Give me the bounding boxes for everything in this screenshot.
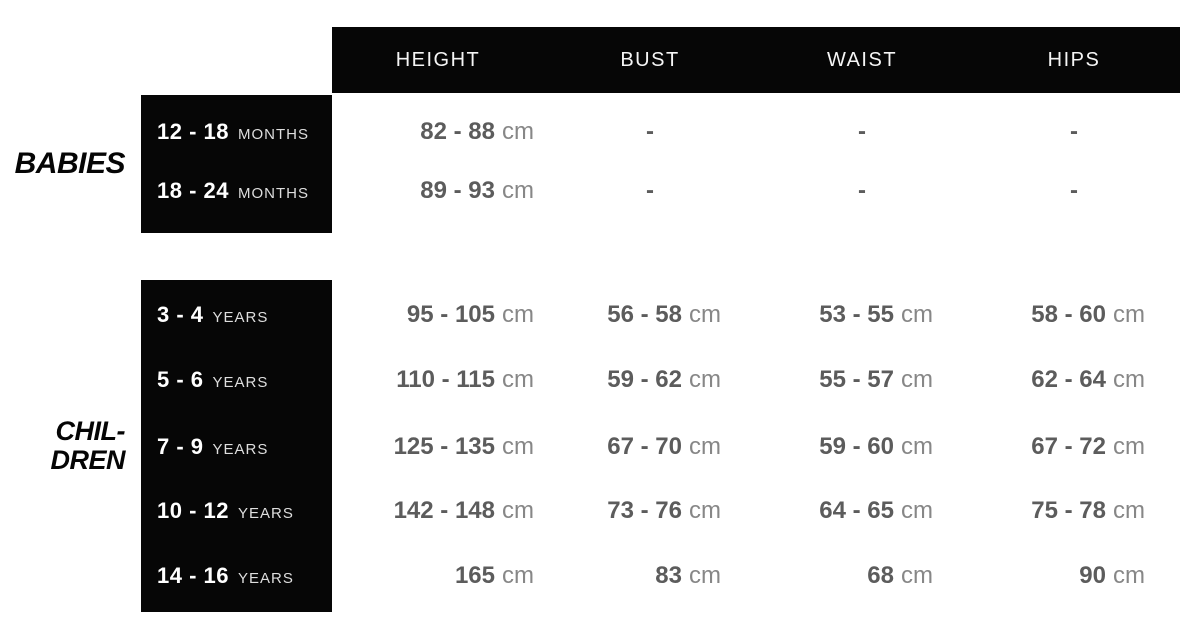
age-unit: YEARS: [238, 570, 294, 587]
value-cell-height: [332, 562, 544, 590]
measurement-unit: cm: [502, 562, 534, 589]
measurement-unit: cm: [901, 433, 933, 460]
measurement-unit: cm: [689, 497, 721, 524]
table-row-babies-12-18: [141, 102, 1180, 162]
group-label-children: [0, 280, 141, 612]
age-unit: YEARS: [212, 441, 269, 458]
measurement-unit: cm: [502, 118, 534, 145]
value-cell-waist: [756, 366, 968, 394]
value-cell-bust: [544, 301, 756, 329]
column-header-waist: WAIST: [826, 48, 898, 71]
group-label-babies: [0, 95, 141, 233]
value-cell-bust: [544, 433, 756, 461]
measurement-unit: cm: [502, 177, 534, 204]
measurement-value: 59 - 60: [819, 433, 894, 460]
value-cell-height: [332, 177, 544, 205]
measurement-value: 56 - 58: [607, 301, 682, 328]
measurement-value: 95 - 105: [406, 301, 495, 328]
measurement-unit: cm: [901, 366, 933, 393]
measurement-value: 125 - 135: [393, 433, 495, 460]
value-cell-waist: [756, 562, 968, 590]
measurement-value: 67 - 72: [1031, 433, 1106, 460]
measurement-unit: cm: [1113, 301, 1145, 328]
measurement-value: -: [1070, 177, 1078, 204]
measurement-unit: cm: [901, 562, 933, 589]
measurement-unit: cm: [1113, 497, 1145, 524]
value-cell-hips: [968, 301, 1180, 329]
column-header-bust: BUST: [620, 48, 680, 71]
value-cell-bust: [544, 366, 756, 394]
age-cell: [141, 119, 332, 145]
measurement-value: 142 - 148: [393, 497, 495, 524]
table-row-children-7-9: [141, 417, 1180, 477]
value-cell-hips: [968, 562, 1180, 590]
measurement-value: 64 - 65: [819, 497, 894, 524]
value-cell-bust: [544, 118, 756, 146]
measurement-value: 55 - 57: [819, 366, 894, 393]
group-label-text-line2: DREN: [50, 445, 125, 475]
measurement-unit: cm: [1113, 562, 1145, 589]
age-cell: [141, 178, 332, 204]
measurement-value: -: [858, 118, 866, 145]
value-cell-bust: [544, 562, 756, 590]
measurement-value: 75 - 78: [1031, 497, 1106, 524]
age-unit: YEARS: [238, 505, 294, 522]
value-cell-bust: [544, 177, 756, 205]
value-cell-height: [332, 301, 544, 329]
measurement-unit: cm: [901, 497, 933, 524]
value-cell-waist: [756, 118, 968, 146]
group-label-text: BABIES: [14, 147, 125, 180]
age-unit: YEARS: [212, 309, 269, 326]
measurement-value: 165: [454, 562, 495, 589]
age-range: 5 - 6: [157, 367, 204, 392]
measurement-unit: cm: [689, 562, 721, 589]
age-range: 14 - 16: [157, 563, 229, 588]
measurement-value: -: [1070, 118, 1078, 145]
age-range: 7 - 9: [157, 434, 204, 459]
measurement-value: 68: [867, 562, 894, 589]
value-cell-height: [332, 118, 544, 146]
table-row-babies-18-24: [141, 161, 1180, 221]
measurement-unit: cm: [689, 301, 721, 328]
measurement-value: 67 - 70: [607, 433, 682, 460]
measurement-value: 53 - 55: [819, 301, 894, 328]
measurement-value: 89 - 93: [420, 177, 495, 204]
age-range: 3 - 4: [157, 302, 204, 327]
age-cell: [141, 563, 332, 589]
measurement-unit: cm: [689, 433, 721, 460]
value-cell-waist: [756, 497, 968, 525]
age-cell: [141, 302, 332, 328]
table-header-bar: [332, 27, 1180, 93]
table-row-children-14-16: [141, 546, 1180, 606]
value-cell-hips: [968, 497, 1180, 525]
age-range: 12 - 18: [157, 119, 229, 144]
age-range: 18 - 24: [157, 178, 229, 203]
value-cell-hips: [968, 118, 1180, 146]
measurement-unit: cm: [502, 433, 534, 460]
value-cell-hips: [968, 177, 1180, 205]
measurement-unit: cm: [689, 366, 721, 393]
measurement-unit: cm: [502, 497, 534, 524]
measurement-unit: cm: [502, 301, 534, 328]
value-cell-height: [332, 366, 544, 394]
column-header-height: HEIGHT: [395, 48, 481, 71]
measurement-value: -: [858, 177, 866, 204]
table-row-children-10-12: [141, 481, 1180, 541]
value-cell-hips: [968, 366, 1180, 394]
measurement-value: 82 - 88: [420, 118, 495, 145]
column-header-hips: HIPS: [1047, 48, 1101, 71]
measurement-value: 59 - 62: [607, 366, 682, 393]
measurement-value: 73 - 76: [607, 497, 682, 524]
value-cell-waist: [756, 177, 968, 205]
age-cell: [141, 434, 332, 460]
table-row-children-5-6: [141, 350, 1180, 410]
age-unit: YEARS: [212, 374, 269, 391]
measurement-value: 58 - 60: [1031, 301, 1106, 328]
age-range: 10 - 12: [157, 498, 229, 523]
measurement-unit: cm: [901, 301, 933, 328]
age-cell: [141, 498, 332, 524]
measurement-value: 110 - 115: [396, 366, 495, 393]
measurement-value: -: [646, 118, 654, 145]
value-cell-waist: [756, 433, 968, 461]
value-cell-hips: [968, 433, 1180, 461]
measurement-unit: cm: [1113, 366, 1145, 393]
value-cell-waist: [756, 301, 968, 329]
measurement-value: 83: [655, 562, 682, 589]
age-unit: MONTHS: [238, 185, 309, 202]
table-row-children-3-4: [141, 285, 1180, 345]
value-cell-height: [332, 497, 544, 525]
value-cell-height: [332, 433, 544, 461]
measurement-value: -: [646, 177, 654, 204]
measurement-unit: cm: [1113, 433, 1145, 460]
measurement-unit: cm: [502, 366, 534, 393]
measurement-value: 62 - 64: [1031, 366, 1106, 393]
group-label-text-line1: CHIL-: [55, 416, 125, 447]
measurement-value: 90: [1079, 562, 1106, 589]
age-cell: [141, 367, 332, 393]
age-unit: MONTHS: [238, 126, 309, 143]
value-cell-bust: [544, 497, 756, 525]
